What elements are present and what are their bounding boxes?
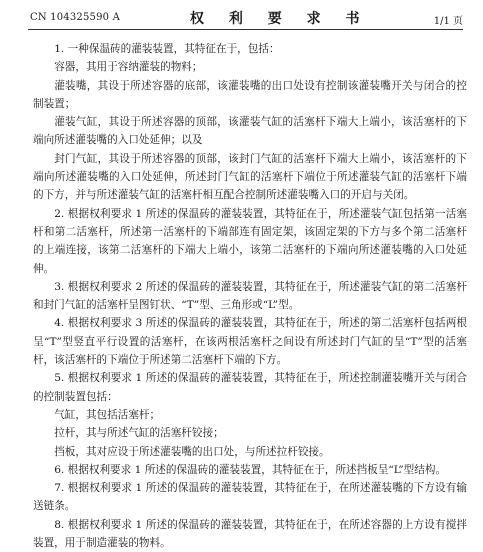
claim-paragraph: 灌装嘴，其设于所述容器的底部，该灌装嘴的出口处设有控制该灌装嘴开关与闭合的控制装置； [33, 79, 467, 110]
claim-paragraph: 1. 一种保温砖的灌装装置，其特征在于，包括： [54, 43, 280, 55]
publication-number: CN 104325590 A [30, 12, 121, 23]
page-number: 1/1 页 [433, 16, 463, 27]
claim-paragraph: 封门气缸，其设于所述容器的顶部，该封门气缸的活塞杆下端大上端小，该活塞杆的下端向所述灌装嘴的入口处延伸，所述封门气缸的活塞杆下端位于所述灌装气缸的活塞杆下端的下方，并与所述灌装气缸的活塞杆相互配合控制所述灌装嘴入口的开启与关闭。 [33, 152, 467, 202]
claim-paragraph: 4. 根据权利要求 3 所述的保温砖的灌装装置，其特征在于，所述的第二活塞杆包括两根呈“T”型竖直平行设置的活塞杆，在该两根活塞杆之间设有所述封门气缸的呈“T”型的活塞杆，该活塞杆的下端位于所述第二活塞杆下端的下方。 [33, 317, 467, 367]
claim-paragraph: 6. 根据权利要求 1 所述的保温砖的灌装装置，其特征在于，所述挡板呈“L”型结构。 [54, 463, 447, 476]
claim-paragraph: 3. 根据权利要求 2 所述的保温砖的灌装装置，其特征在于，所述灌装气缸的第二活塞杆和封门气缸的活塞杆呈图钉状、“T”型、三角形或“L”型。 [33, 280, 467, 312]
claim-paragraph: 灌装气缸，其设于所述容器的顶部，该灌装气缸的活塞杆下端大上端小，该活塞杆的下端向所述灌装嘴的入口处延伸；以及 [33, 116, 467, 147]
page-header [0, 0, 483, 30]
claim-paragraph: 5. 根据权利要求 1 所述的保温砖的灌装装置，其特征在于，所述控制灌装嘴开关与闭合的控制装置包括： [33, 372, 467, 403]
claim-paragraph: 挡板，其对应设于所述灌装嘴的出口处，与所述拉杆铰接。 [54, 445, 330, 458]
claim-paragraph: 气缸，其包括活塞杆； [54, 408, 161, 421]
document-title: 权 利 要 求 书 [190, 11, 370, 27]
claim-paragraph: 2. 根据权利要求 1 所述的保温砖的灌装装置，其特征在于，所述灌装气缸包括第一活塞杆和第二活塞杆，所述第一活塞杆的下端部连有固定架，该固定架的下方与多个第二活塞杆的上端连接，该第二活塞杆的下端大上端小，该第二活塞杆的下端向所述灌装嘴的入口处延伸。 [33, 207, 467, 275]
header-divider [28, 29, 463, 30]
claim-paragraph: 拉杆，其与所述气缸的活塞杆铰接； [54, 427, 224, 440]
claim-paragraph: 7. 根据权利要求 1 所述的保温砖的灌装装置，其特征在于，在所述灌装嘴的下方设有输送链条。 [33, 482, 467, 513]
claim-paragraph: 8. 根据权利要求 1 所述的保温砖的灌装装置，其特征在于，在所述容器的上方设有搅拌装置，用于制造灌装的物料。 [33, 518, 467, 550]
claim-paragraph: 容器，其用于容纳灌装的物料； [54, 61, 203, 74]
claims-body [33, 40, 467, 552]
